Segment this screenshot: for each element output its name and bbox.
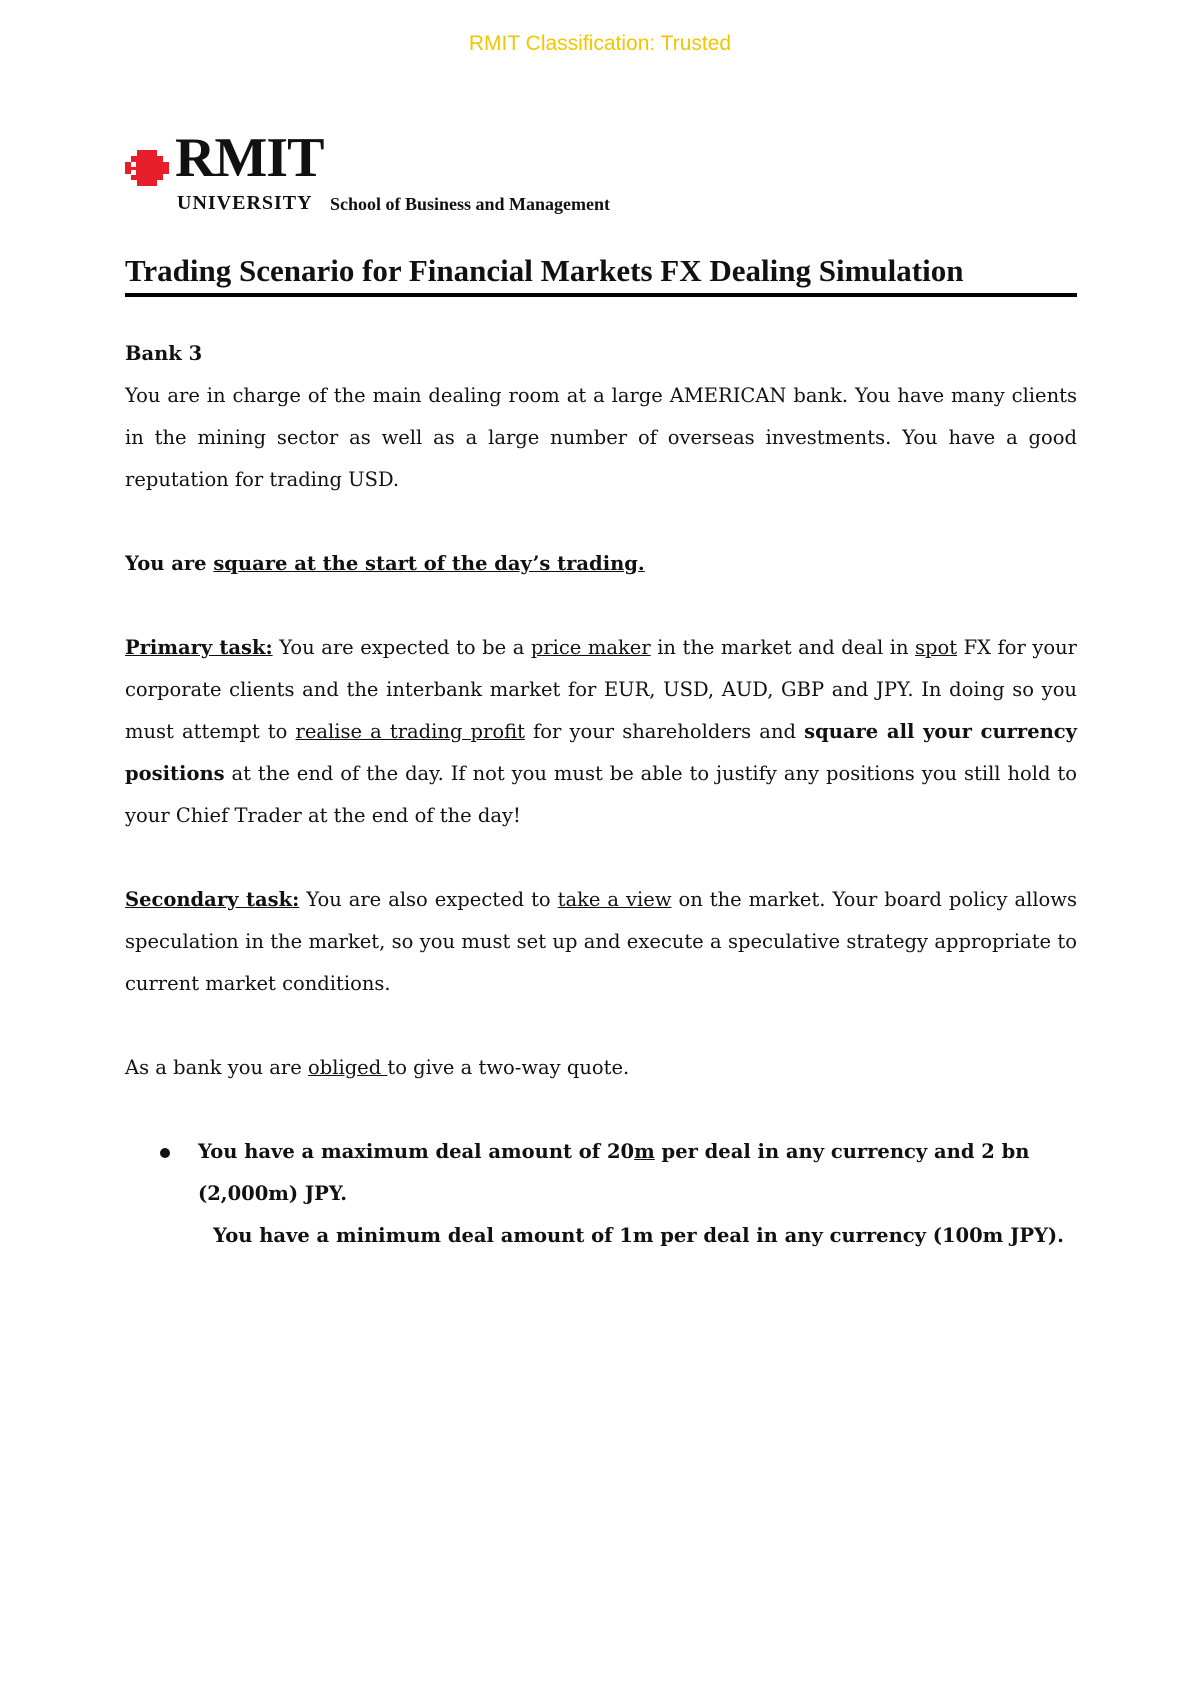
square-positions-term: square all your currency positions [125,720,1077,785]
bank-heading: Bank 3 [125,342,203,365]
primary-task-paragraph: Primary task: You are expected to be a price maker in the market and deal in spot FX for your corporate clients and the interbank market for EUR, USD, AUD, GBP and JPY. In doing so you must attempt to realise a trading profit for your shareholders and square all your currency positions at the end of the day. If not you must be able to justify any positions you still hold to your Chief Trader at the end of the day! [125,636,1077,827]
take-a-view-term: take a view [557,888,672,911]
rmit-logo [125,127,685,220]
trading-profit-term: realise a trading profit [295,720,525,743]
max-deal-text: You have a maximum deal amount of 20m per deal in any currency and 2 bn (2,000m) JPY. [198,1140,1030,1205]
deal-limits-list [125,1131,1077,1257]
secondary-task-label: Secondary task: [125,888,300,911]
primary-task-label: Primary task: [125,636,273,659]
document-title: Trading Scenario for Financial Markets FX Dealing Simulation [125,253,1077,297]
school-name: School of Business and Management [330,194,611,214]
bullet-icon [160,1148,170,1158]
rmit-wordmark: RMIT [175,127,324,189]
university-label: UNIVERSITY [177,192,313,214]
classification-label: RMIT Classification: Trusted [468,32,732,55]
square-underlined: square at the start of the day’s trading. [213,552,645,575]
obliged-term: obliged [308,1056,388,1079]
rmit-pixel-mark-icon [125,146,169,190]
document-body [125,333,1077,1257]
square-lead: You are [125,552,214,575]
bank-intro-paragraph: You are in charge of the main dealing room at a large AMERICAN bank. You have many clients in the mining sector as well as a large number of overseas investments. You have a good reputation for trading USD. [125,384,1077,491]
square-statement [125,543,1077,585]
list-item [125,1131,1077,1257]
quote-paragraph: As a bank you are obliged to give a two-way quote. [125,1056,630,1079]
price-maker-term: price maker [530,636,651,659]
spot-term: spot [915,636,958,659]
secondary-task-paragraph: Secondary task: You are also expected to take a view on the market. Your board policy allows speculation in the market, so you must set up and execute a speculative strategy appropriate to current market conditions. [125,888,1077,995]
min-deal-text: You have a minimum deal amount of 1m per deal in any currency (100m JPY). [213,1224,1064,1247]
